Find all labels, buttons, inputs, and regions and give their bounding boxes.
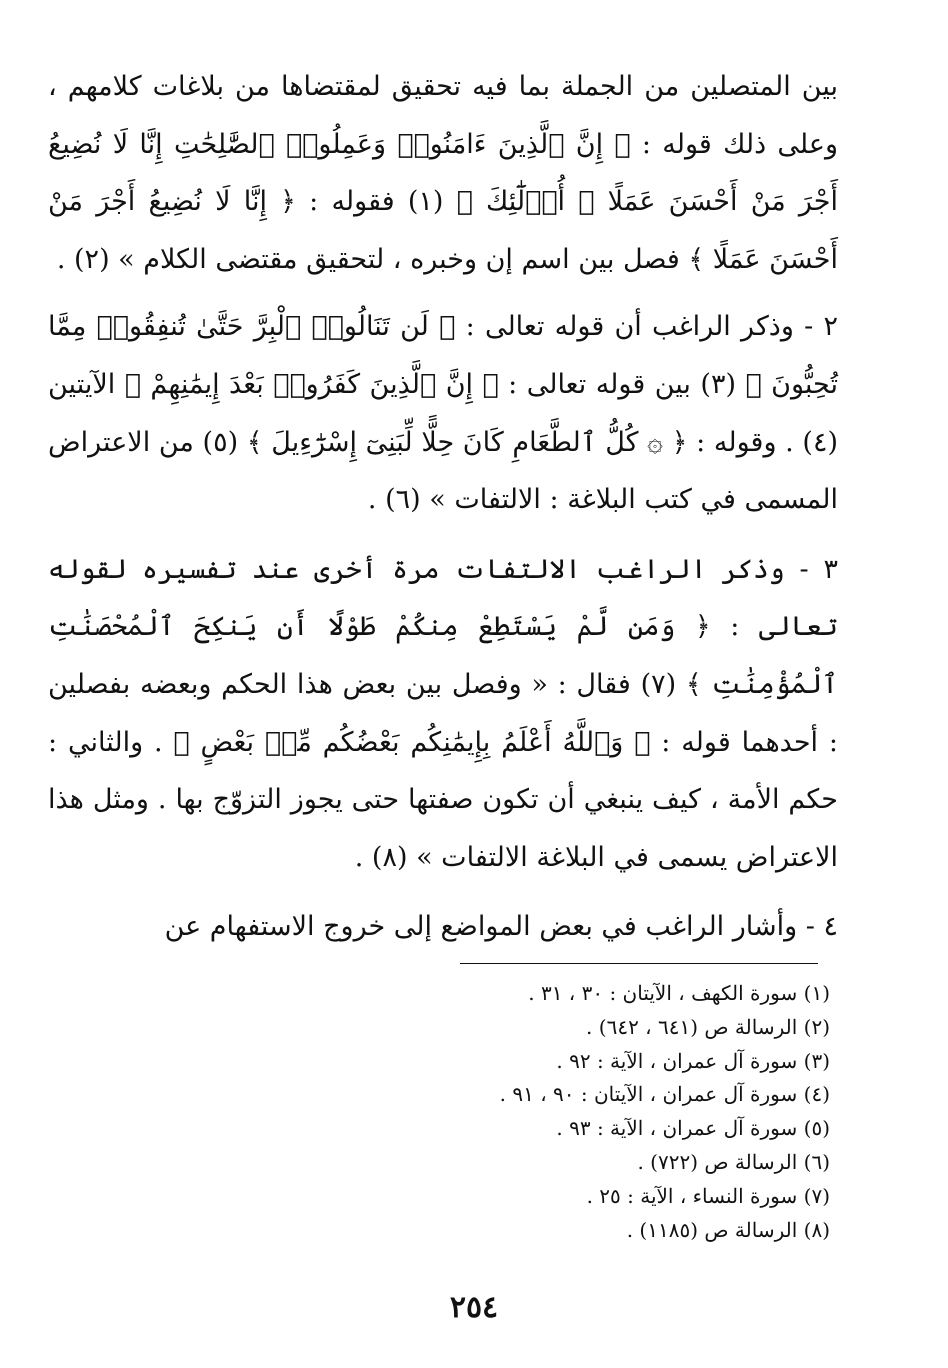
paragraph-1: بين المتصلين من الجملة بما فيه تحقيق لمقتضاها من بلاغات كلامهم ، وعلى ذلك قوله : ﴿ إِنَّ ٱلَّذِينَ ءَامَنُوا۟ وَعَمِلُوا۟ ٱلصَّٰلِحَٰتِ إِنَّا لَا نُضِيعُ أَجْرَ مَنْ أَحْسَنَ عَمَلًا ۞ أُو۟لَٰٓئِكَ ﴾ (١) فقوله : ﴿ إِنَّا لَا نُضِيعُ أَجْرَ مَنْ أَحْسَنَ عَمَلًا ﴾ فصل بين اسم إن وخبره ، لتحقيق مقتضى الكلام » (٢) . — [48, 71, 838, 275]
footnote-3: (٣) سورة آل عمران ، الآية : ٩٢ . — [556, 1048, 830, 1073]
footnotes-list — [270, 977, 830, 1247]
paragraph-2: ٢ - وذكر الراغب أن قوله تعالى : ﴿ لَن تَنَالُوا۟ ٱلْبِرَّ حَتَّىٰ تُنفِقُوا۟ مِمَّا تُحِبُّونَ ﴾ (٣) بين قوله تعالى : ﴿ إِنَّ ٱلَّذِينَ كَفَرُوا۟ بَعْدَ إِيمَٰنِهِمْ ﴾ الآيتين (٤) . وقوله : ﴿ ۞ كُلُّ ٱلطَّعَامِ كَانَ حِلًّا لِّبَنِىٓ إِسْرَٰٓءِيلَ ﴾ (٥) من الاعتراض المسمى في كتب البلاغة : الالتفات » (٦) . — [48, 311, 838, 516]
footnote-7: (٧) سورة النساء ، الآية : ٢٥ . — [586, 1183, 830, 1208]
footnote-4: (٤) سورة آل عمران ، الآيتان : ٩٠ ، ٩١ . — [499, 1082, 830, 1107]
main-text — [48, 58, 838, 956]
footnote-5: (٥) سورة آل عمران ، الآية : ٩٣ . — [556, 1116, 830, 1141]
paragraph-3: ٣ - وذكر الراغب الالتفات مرة أخرى عند تفسيره لقوله تعالى : ﴿ وَمَن لَّمْ يَسْتَطِعْ مِنكُمْ طَوْلًا أَن يَنكِحَ ٱلْمُحْصَنَٰتِ ٱلْمُؤْمِنَٰتِ ﴾ (٧) فقال : « وفصل بين بعض هذا الحكم وبعضه بفصلين : أحدهما قوله : ﴿ وَٱللَّهُ أَعْلَمُ بِإِيمَٰنِكُم بَعْضُكُم مِّنۢ بَعْضٍ ﴾ . والثاني : حكم الأمة ، كيف ينبغي أن تكون صفتها حتى يجوز التزوّج بها . ومثل هذا الاعتراض يسمى في البلاغة الالتفات » (٨) . — [48, 553, 838, 873]
footnote-8: (٨) الرسالة ص (١١٨٥) . — [626, 1217, 830, 1242]
page-number: ٢٥٤ — [449, 1290, 499, 1325]
footnote-6: (٦) الرسالة ص (٧٢٢) . — [637, 1149, 830, 1174]
paragraph-4: ٤ - وأشار الراغب في بعض المواضع إلى خروج الاستفهام عن — [164, 911, 838, 943]
footnote-1: (١) سورة الكهف ، الآيتان : ٣٠ ، ٣١ . — [528, 981, 830, 1005]
footnote-2: (٢) الرسالة ص (٦٤١ ، ٦٤٢) . — [586, 1014, 830, 1039]
footnote-separator — [460, 963, 818, 964]
